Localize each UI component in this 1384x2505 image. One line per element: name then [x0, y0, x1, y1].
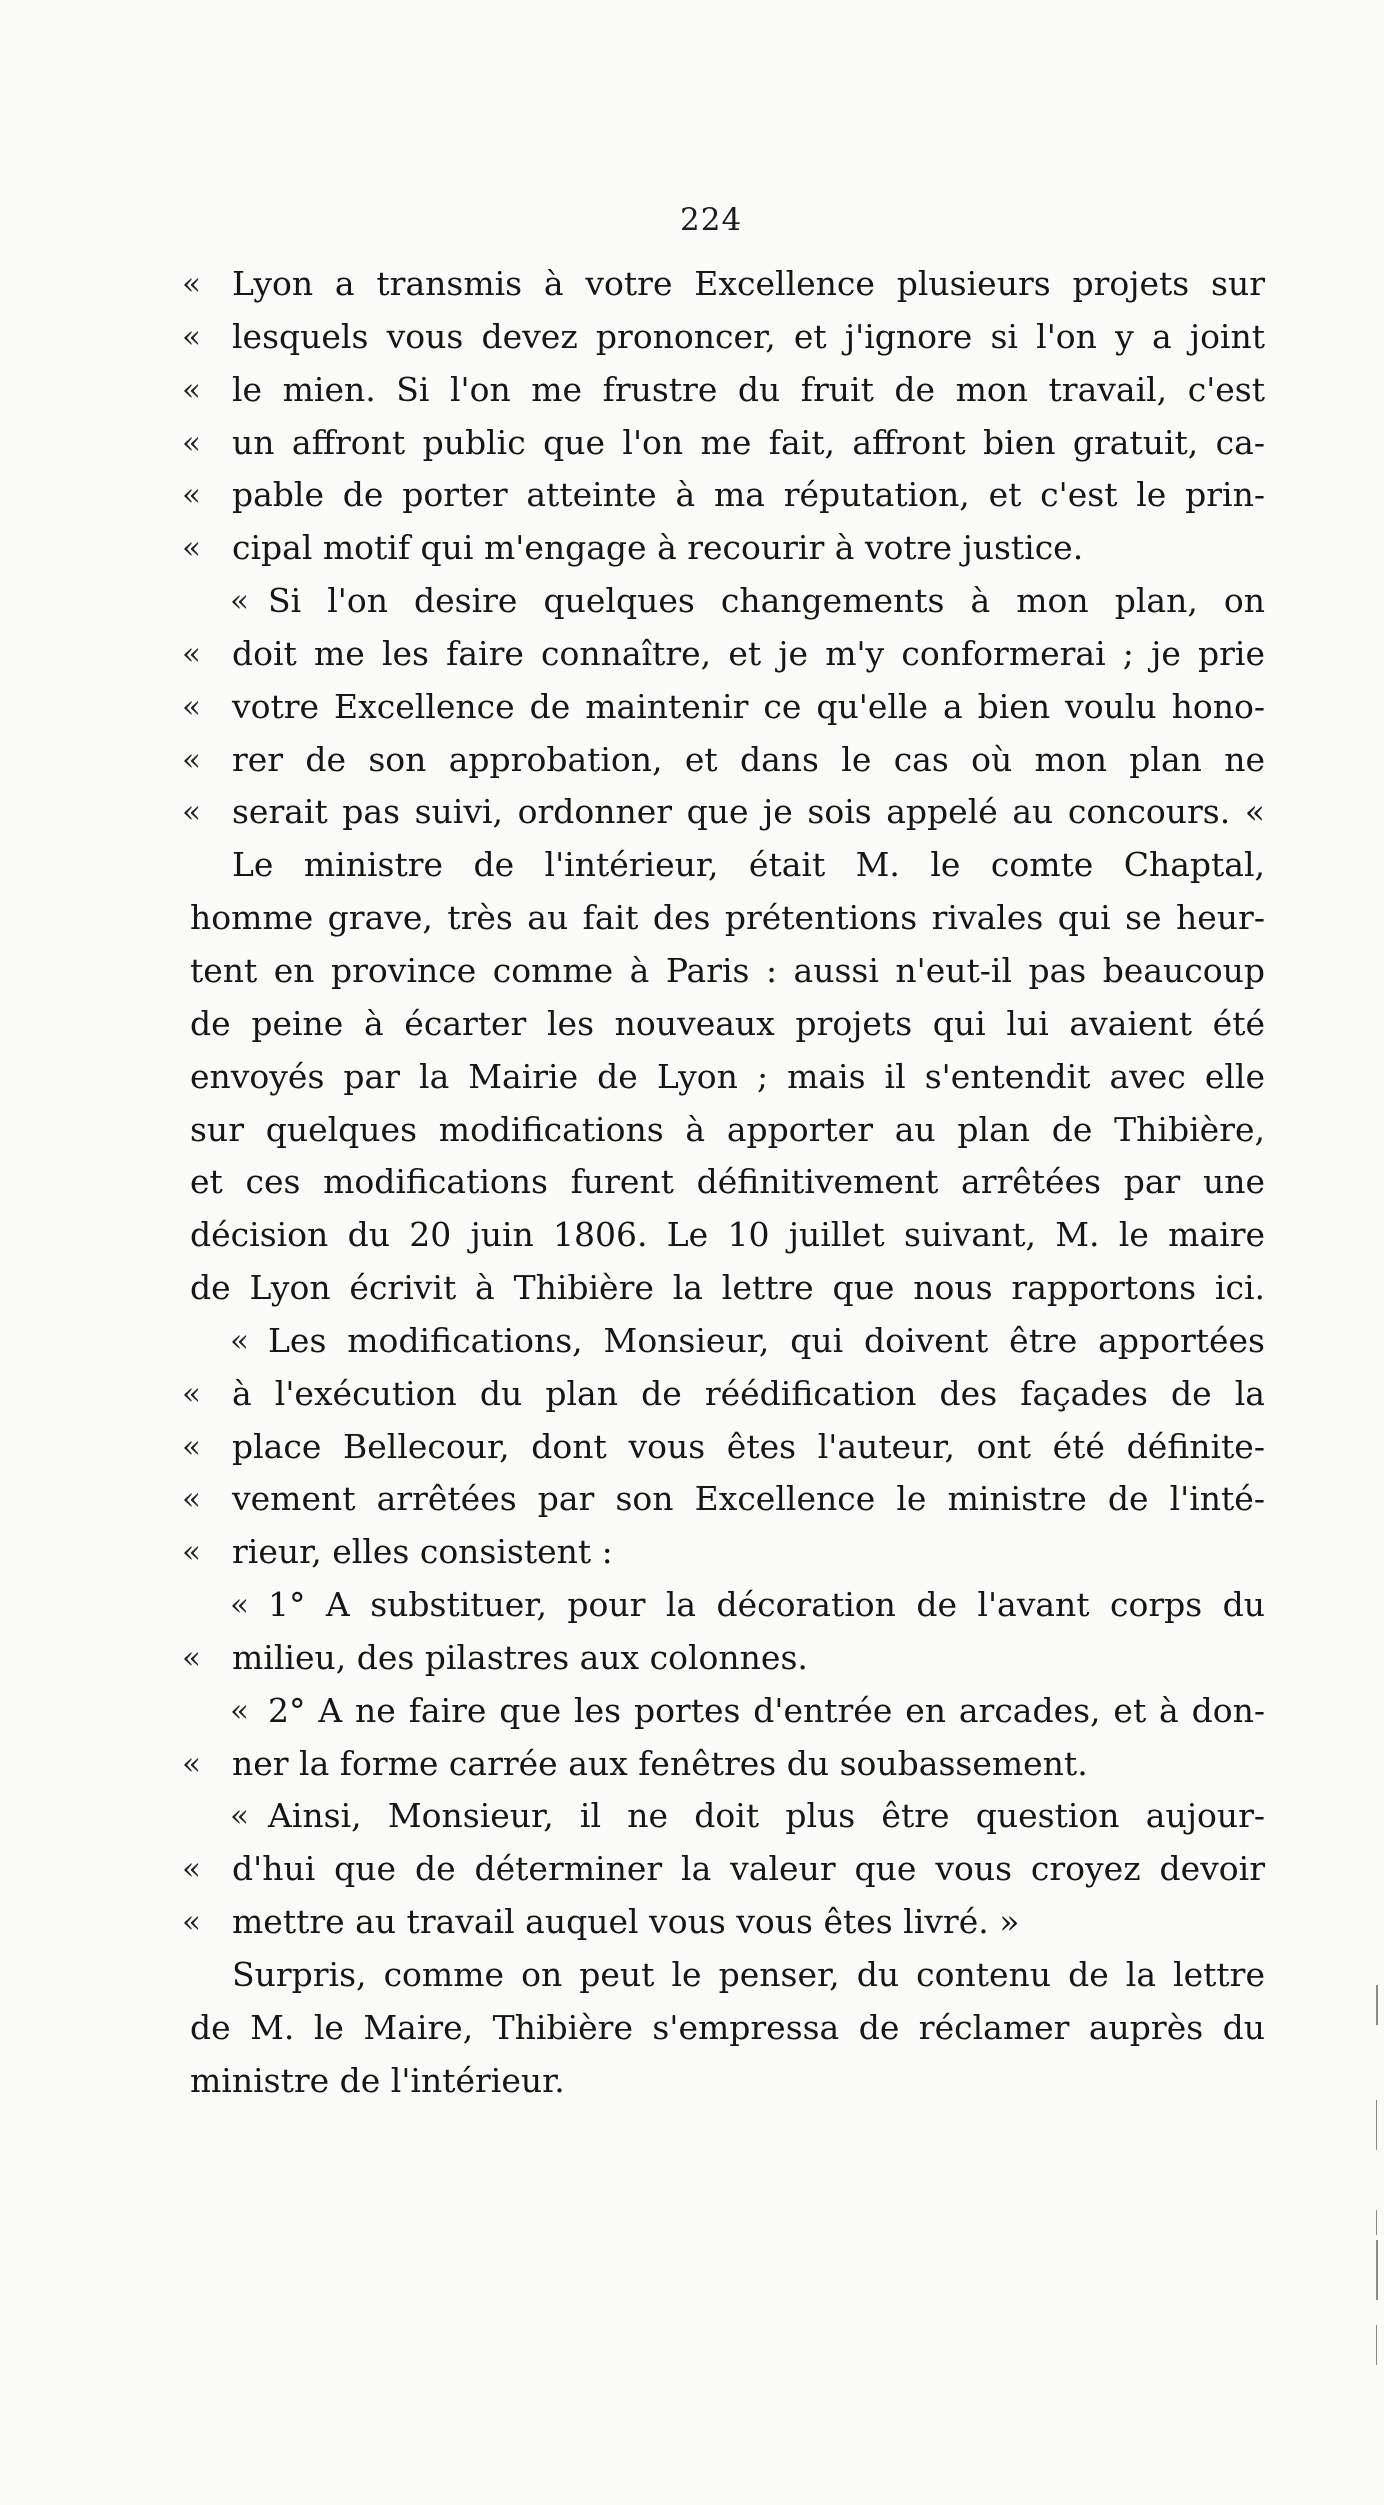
quote-mark: «: [182, 1481, 201, 1518]
text-line: « place Bellecour, dont vous êtes l'auteur, ont été définite-: [190, 1421, 1265, 1474]
quote-mark: «: [182, 1375, 201, 1412]
text-line: « Ainsi, Monsieur, il ne doit plus être question aujour-: [190, 1790, 1265, 1843]
quote-mark: «: [182, 1639, 201, 1676]
page-number: 224: [680, 202, 743, 238]
text-line: homme grave, très au fait des prétentions rivales qui se heur-: [190, 898, 1265, 938]
text-line: « 1° A substituer, pour la décoration de l'avant corps du: [190, 1579, 1265, 1632]
text-line: et ces modifications furent définitivement arrêtées par une: [190, 1162, 1265, 1202]
text-line: « Les modifications, Monsieur, qui doivent être apportées: [190, 1315, 1265, 1368]
quote-mark: «: [230, 1798, 249, 1835]
quote-mark: «: [182, 530, 201, 567]
text-line: de peine à écarter les nouveaux projets qui lui avaient été: [190, 1003, 1265, 1043]
quote-mark: «: [230, 1322, 249, 1359]
body-text: [182, 258, 1265, 2108]
scan-artifact: [1376, 2325, 1377, 2365]
scan-artifact: [1376, 2100, 1377, 2150]
quote-mark: «: [230, 1587, 249, 1624]
quote-mark: «: [182, 424, 201, 461]
quote-mark: «: [182, 1534, 201, 1571]
quote-mark: «: [182, 1745, 201, 1782]
text-line: de Lyon écrivit à Thibière la lettre que nous rapportons ici.: [190, 1268, 1265, 1308]
text-line: de M. le Maire, Thibière s'empressa de réclamer auprès du: [190, 2007, 1265, 2047]
quote-mark: «: [182, 318, 201, 355]
text-line: « le mien. Si l'on me frustre du fruit de mon travail, c'est: [190, 364, 1265, 417]
text-line: « Si l'on desire quelques changements à mon plan, on: [190, 575, 1265, 628]
text-line: Surpris, comme on peut le penser, du contenu de la lettre: [232, 1955, 1265, 1994]
text-line: sur quelques modifications à apporter au plan de Thibière,: [190, 1109, 1265, 1149]
text-line: « mettre au travail auquel vous vous êtes livré. »: [190, 1896, 1265, 1949]
text-line: décision du 20 juin 1806. Le 10 juillet suivant, M. le maire: [190, 1215, 1265, 1255]
text-line: « 2° A ne faire que les portes d'entrée en arcades, et à don-: [190, 1685, 1265, 1738]
text-line: « lesquels vous devez prononcer, et j'ignore si l'on y a joint: [190, 311, 1265, 364]
text-line: « pable de porter atteinte à ma réputation, et c'est le prin-: [190, 469, 1265, 522]
text-line: « rieur, elles consistent :: [190, 1526, 1265, 1579]
text-line: « un affront public que l'on me fait, affront bien gratuit, ca-: [190, 417, 1265, 470]
quote-mark: «: [182, 794, 201, 831]
quote-mark: «: [182, 635, 201, 672]
text-line: ministre de l'intérieur.: [190, 2060, 565, 2100]
text-line: tent en province comme à Paris : aussi n'eut-il pas beaucoup: [190, 950, 1265, 990]
quote-mark: «: [230, 583, 249, 620]
scan-artifact: [1376, 2240, 1378, 2300]
scan-artifact: [1376, 2210, 1377, 2235]
text-line: « rer de son approbation, et dans le cas où mon plan ne: [190, 734, 1265, 787]
text-line: « milieu, des pilastres aux colonnes.: [190, 1632, 1265, 1685]
quote-mark: «: [182, 1851, 201, 1888]
text-line: « d'hui que de déterminer la valeur que vous croyez devoir: [190, 1843, 1265, 1896]
quote-mark: «: [182, 266, 201, 302]
text-line: « serait pas suivi, ordonner que je sois appelé au concours. «: [190, 786, 1265, 839]
text-line: envoyés par la Mairie de Lyon ; mais il s'entendit avec elle: [190, 1056, 1265, 1096]
text-line: « à l'exécution du plan de réédification des façades de la: [190, 1368, 1265, 1421]
text-line: « Lyon a transmis à votre Excellence plusieurs projets sur: [190, 258, 1265, 311]
text-line: « ner la forme carrée aux fenêtres du soubassement.: [190, 1738, 1265, 1791]
text-line: « cipal motif qui m'engage à recourir à votre justice.: [190, 522, 1265, 575]
text-line: Le ministre de l'intérieur, était M. le comte Chaptal,: [232, 845, 1265, 885]
quote-mark: «: [182, 477, 201, 514]
quote-mark: «: [182, 741, 201, 778]
quote-mark: «: [182, 371, 201, 408]
text-line: « vement arrêtées par son Excellence le ministre de l'inté-: [190, 1473, 1265, 1526]
scan-artifact: [1376, 1985, 1378, 2025]
quote-mark: «: [182, 1428, 201, 1465]
quote-mark: «: [182, 1904, 201, 1941]
quote-mark: «: [182, 688, 201, 725]
text-line: « doit me les faire connaître, et je m'y conformerai ; je prie: [190, 628, 1265, 681]
text-line: « votre Excellence de maintenir ce qu'elle a bien voulu hono-: [190, 681, 1265, 734]
quote-mark: «: [230, 1692, 249, 1729]
